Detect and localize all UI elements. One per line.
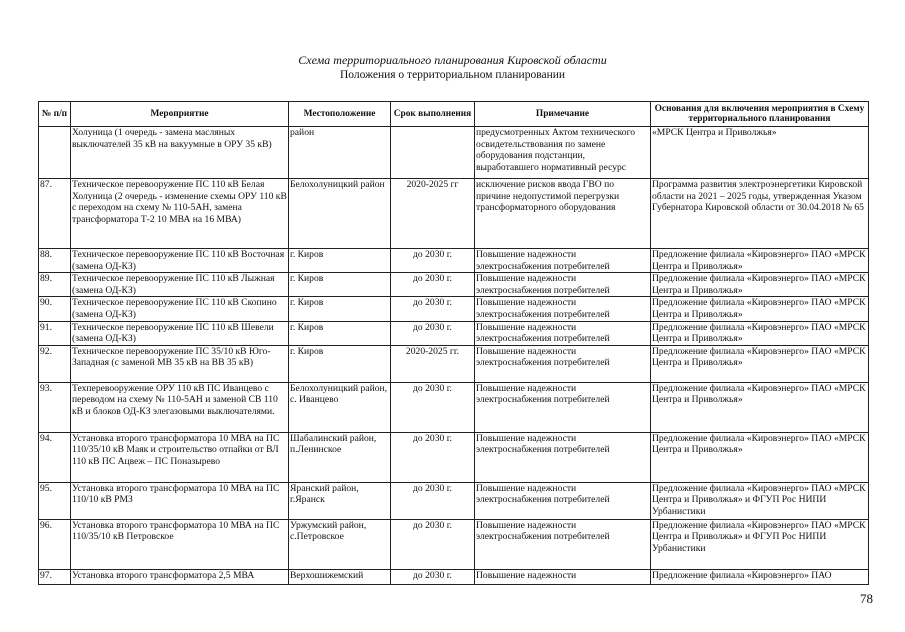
col-header-location: Местоположение bbox=[289, 102, 391, 127]
row-basis: Предложение филиала «Кировэнерго» ПАО «МРСК Центра и Приволжья» bbox=[651, 345, 869, 382]
row-measure: Техперевооружение ОРУ 110 кВ ПС Иванцево с переводом на схему № 110-5АН и заменой СВ 110 кВ и блоков ОД-КЗ элегазовыми выключателями. bbox=[71, 382, 289, 432]
row-term: 2020-2025 гг bbox=[391, 179, 475, 249]
col-header-num: № п/п bbox=[39, 102, 71, 127]
row-note: Повышение надежности электроснабжения потребителей bbox=[475, 482, 651, 519]
row-measure: Установка второго трансформатора 10 МВА на ПС 110/10 кВ РМЗ bbox=[71, 482, 289, 519]
row-note: Повышение надежности электроснабжения потребителей bbox=[475, 382, 651, 432]
row-note: исключение рисков ввода ГВО по причине недопустимой перегрузки трансформаторного оборудования bbox=[475, 179, 651, 249]
row-term: до 2030 г. bbox=[391, 249, 475, 273]
table-row bbox=[39, 482, 869, 519]
table-row bbox=[39, 321, 869, 345]
row-term: до 2030 г. bbox=[391, 519, 475, 569]
row-measure: Установка второго трансформатора 10 МВА на ПС 110/35/10 кВ Петровское bbox=[71, 519, 289, 569]
row-note: предусмотренных Актом технического освидетельствования по замене оборудования подстанции, выработавшего нормативный ресурс bbox=[475, 127, 651, 179]
row-location: г. Киров bbox=[289, 249, 391, 273]
table-row bbox=[39, 382, 869, 432]
table-row bbox=[39, 297, 869, 321]
row-measure: Техническое перевооружение ПС 110 кВ Восточная (замена ОД-КЗ) bbox=[71, 249, 289, 273]
row-location: г. Киров bbox=[289, 297, 391, 321]
row-number: 93. bbox=[39, 382, 71, 432]
row-measure: Техническое перевооружение ПС 110 кВ Скопино (замена ОД-КЗ) bbox=[71, 297, 289, 321]
row-basis: Предложение филиала «Кировэнерго» ПАО «МРСК Центра и Приволжья» bbox=[651, 297, 869, 321]
row-term: до 2030 г. bbox=[391, 482, 475, 519]
row-location: г. Киров bbox=[289, 273, 391, 297]
table-row bbox=[39, 345, 869, 382]
row-location: Яранский район, г.Яранск bbox=[289, 482, 391, 519]
row-number: 88. bbox=[39, 249, 71, 273]
table-row bbox=[39, 519, 869, 569]
document-title: Схема территориального планирования Кировской области bbox=[298, 53, 607, 67]
row-number bbox=[39, 127, 71, 179]
row-note: Повышение надежности электроснабжения потребителей bbox=[475, 519, 651, 569]
table-row bbox=[39, 179, 869, 249]
table-row bbox=[39, 273, 869, 297]
row-measure: Техническое перевооружение ПС 110 кВ Белая Холуница (2 очередь - изменение схемы ОРУ 110 кВ с переходом на схему № 110-5АН, замена трансформатора Т-2 10 МВА на 16 МВА) bbox=[71, 179, 289, 249]
row-measure: Техническое перевооружение ПС 110 кВ Лыжная (замена ОД-КЗ) bbox=[71, 273, 289, 297]
row-term: до 2030 г. bbox=[391, 321, 475, 345]
row-basis: Предложение филиала «Кировэнерго» ПАО «МРСК Центра и Приволжья» bbox=[651, 273, 869, 297]
row-term bbox=[391, 127, 475, 179]
row-location: район bbox=[289, 127, 391, 179]
row-note: Повышение надежности электроснабжения потребителей bbox=[475, 297, 651, 321]
row-term: до 2030 г. bbox=[391, 569, 475, 584]
row-basis: Предложение филиала «Кировэнерго» ПАО «МРСК Центра и Приволжья» bbox=[651, 382, 869, 432]
row-location: Белохолуницкий район bbox=[289, 179, 391, 249]
table-row bbox=[39, 249, 869, 273]
row-number: 96. bbox=[39, 519, 71, 569]
row-location: г. Киров bbox=[289, 345, 391, 382]
row-note: Повышение надежности bbox=[475, 569, 651, 584]
row-term: до 2030 г. bbox=[391, 273, 475, 297]
row-term: до 2030 г. bbox=[391, 382, 475, 432]
col-header-term: Срок выполнения bbox=[391, 102, 475, 127]
row-number: 94. bbox=[39, 432, 71, 482]
row-basis: Предложение филиала «Кировэнерго» ПАО «МРСК Центра и Приволжья» bbox=[651, 432, 869, 482]
row-location: Шабалинский район, п.Ленинское bbox=[289, 432, 391, 482]
col-header-basis: Основания для включения мероприятия в Схему территориального планирования bbox=[651, 102, 869, 127]
row-location: Уржумский район, с.Петровское bbox=[289, 519, 391, 569]
row-term: до 2030 г. bbox=[391, 297, 475, 321]
row-location: Верхошижемский bbox=[289, 569, 391, 584]
measures-table bbox=[38, 101, 869, 585]
row-basis: Предложение филиала «Кировэнерго» ПАО «МРСК Центра и Приволжья» bbox=[651, 249, 869, 273]
row-note: Повышение надежности электроснабжения потребителей bbox=[475, 249, 651, 273]
row-number: 89. bbox=[39, 273, 71, 297]
table-header-row bbox=[39, 102, 869, 127]
row-note: Повышение надежности электроснабжения потребителей bbox=[475, 345, 651, 382]
document-subtitle: Положения о территориальном планировании bbox=[339, 69, 566, 81]
row-number: 97. bbox=[39, 569, 71, 584]
row-number: 92. bbox=[39, 345, 71, 382]
row-basis: «МРСК Центра и Приволжья» bbox=[651, 127, 869, 179]
row-location: Белохолуницкий район, с. Иванцево bbox=[289, 382, 391, 432]
col-header-measure: Мероприятие bbox=[71, 102, 289, 127]
row-basis: Предложение филиала «Кировэнерго» ПАО bbox=[651, 569, 869, 584]
table-row bbox=[39, 569, 869, 584]
row-note: Повышение надежности электроснабжения потребителей bbox=[475, 273, 651, 297]
row-number: 87. bbox=[39, 179, 71, 249]
row-number: 95. bbox=[39, 482, 71, 519]
row-number: 91. bbox=[39, 321, 71, 345]
table-row bbox=[39, 432, 869, 482]
col-header-note: Примечание bbox=[475, 102, 651, 127]
row-measure: Техническое перевооружение ПС 110 кВ Шевели (замена ОД-КЗ) bbox=[71, 321, 289, 345]
row-basis: Предложение филиала «Кировэнерго» ПАО «МРСК Центра и Приволжья» bbox=[651, 321, 869, 345]
row-number: 90. bbox=[39, 297, 71, 321]
row-measure: Установка второго трансформатора 10 МВА на ПС 110/35/10 кВ Маяк и строительство отпайки от ВЛ 110 кВ ПС Ацвеж – ПС Поназырево bbox=[71, 432, 289, 482]
row-basis: Предложение филиала «Кировэнерго» ПАО «МРСК Центра и Приволжья» и ФГУП Рос НИПИ Урбанистики bbox=[651, 519, 869, 569]
row-basis: Предложение филиала «Кировэнерго» ПАО «МРСК Центра и Приволжья» и ФГУП Рос НИПИ Урбанистики bbox=[651, 482, 869, 519]
row-term: до 2030 г. bbox=[391, 432, 475, 482]
row-measure: Установка второго трансформатора 2,5 МВА bbox=[71, 569, 289, 584]
row-location: г. Киров bbox=[289, 321, 391, 345]
row-measure: Холуница (1 очередь - замена масляных выключателей 35 кВ на вакуумные в ОРУ 35 кВ) bbox=[71, 127, 289, 179]
row-note: Повышение надежности электроснабжения потребителей bbox=[475, 321, 651, 345]
row-basis: Программа развития электроэнергетики Кировской области на 2021 – 2025 годы, утвержденная Указом Губернатора Кировской области от 30.04.2018 № 65 bbox=[651, 179, 869, 249]
page-number: 78 bbox=[860, 591, 873, 606]
row-term: 2020-2025 гг. bbox=[391, 345, 475, 382]
row-measure: Техническое перевооружение ПС 35/10 кВ Юго-Западная (с заменой МВ 35 кВ на ВВ 35 кВ) bbox=[71, 345, 289, 382]
row-note: Повышение надежности электроснабжения потребителей bbox=[475, 432, 651, 482]
table-row bbox=[39, 127, 869, 179]
